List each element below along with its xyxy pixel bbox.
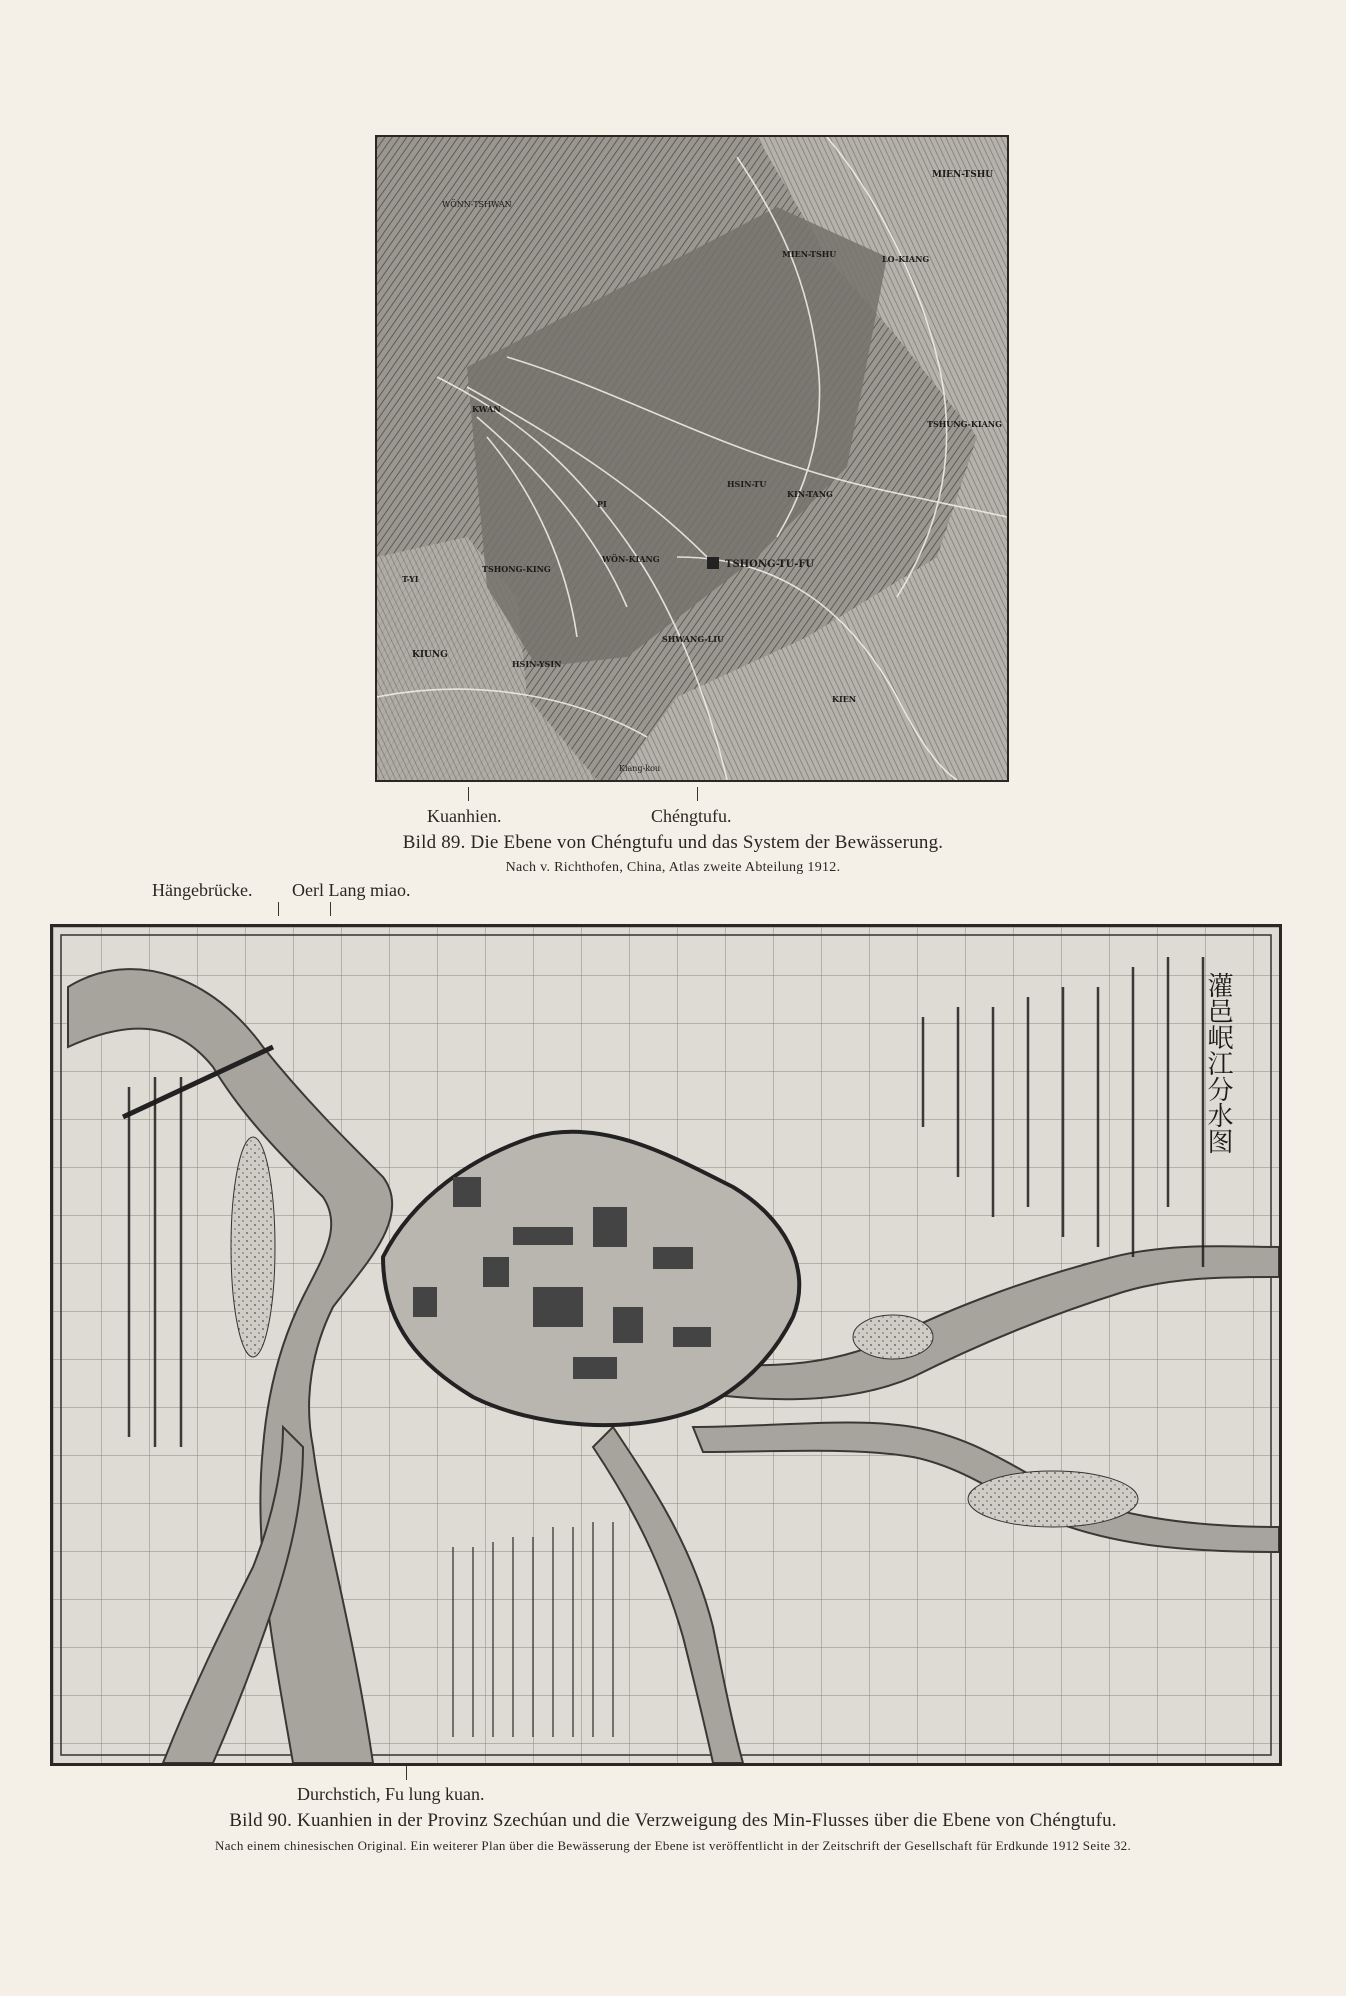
label-haengebruecke: Hängebrücke.	[152, 880, 253, 900]
svg-text:PI: PI	[597, 499, 607, 509]
label-chengtufu: Chéngtufu.	[651, 806, 732, 826]
svg-text:LO-KIANG: LO-KIANG	[882, 254, 930, 264]
chinese-map-title: 灌邑岷江分水图	[1203, 972, 1233, 1154]
svg-text:HSIN-YSIN: HSIN-YSIN	[512, 659, 562, 669]
pointer-tick-durchstich	[406, 1766, 407, 1780]
richthofen-relief-map	[375, 135, 1009, 782]
svg-text:WÖN-KIANG: WÖN-KIANG	[602, 554, 660, 564]
svg-text:MIEN-TSHU: MIEN-TSHU	[932, 170, 994, 180]
svg-text:KIN-TANG: KIN-TANG	[787, 489, 833, 499]
svg-text:SHWANG-LIU: SHWANG-LIU	[662, 634, 724, 644]
figure-90-source: Nach einem chinesischen Original. Ein weiterer Plan über die Bewässerung der Ebene ist veröffentlicht in der Zeitschrift der Gesellschaft für Erdkunde 1912 Seite 32.	[215, 1838, 1131, 1853]
pointer-tick-oerl-lang-miao	[330, 902, 331, 916]
kuanhien-chinese-map	[50, 924, 1282, 1766]
figure-89-source: Nach v. Richthofen, China, Atlas zweite Abteilung 1912.	[505, 860, 841, 875]
label-kuanhien: Kuanhien.	[427, 806, 502, 826]
svg-text:KIUNG: KIUNG	[412, 650, 448, 660]
svg-text:T-YI: T-YI	[402, 574, 419, 584]
pointer-tick-haengebruecke	[278, 902, 279, 916]
svg-text:HSIN-TU: HSIN-TU	[727, 479, 767, 489]
pointer-tick-chengtufu	[697, 787, 698, 801]
svg-text:WÖNN-TSHWAN: WÖNN-TSHWAN	[442, 200, 512, 209]
label-oerl-lang-miao: Oerl Lang miao.	[292, 880, 411, 900]
figure-89-caption: Bild 89. Die Ebene von Chéngtufu und das System der Bewässerung.	[402, 832, 944, 853]
svg-text:TSHUNG-KIANG: TSHUNG-KIANG	[927, 419, 1002, 429]
svg-text:Kiang-kou: Kiang-kou	[619, 764, 661, 773]
svg-text:TSHONG-KING: TSHONG-KING	[482, 564, 551, 574]
figure-90-caption: Bild 90. Kuanhien in der Provinz Szechúan und die Verzweigung des Min-Flusses über die Ebene von Chéngtufu.	[229, 1810, 1117, 1831]
label-durchstich: Durchstich, Fu lung kuan.	[297, 1784, 485, 1804]
pointer-tick-kuanhien	[468, 787, 469, 801]
map1-label-chengtufu: TSHONG-TU-FU	[725, 559, 815, 570]
svg-text:MIEN-TSHU: MIEN-TSHU	[782, 249, 837, 259]
svg-text:KIEN: KIEN	[832, 694, 857, 704]
svg-text:KWAN: KWAN	[472, 404, 501, 414]
